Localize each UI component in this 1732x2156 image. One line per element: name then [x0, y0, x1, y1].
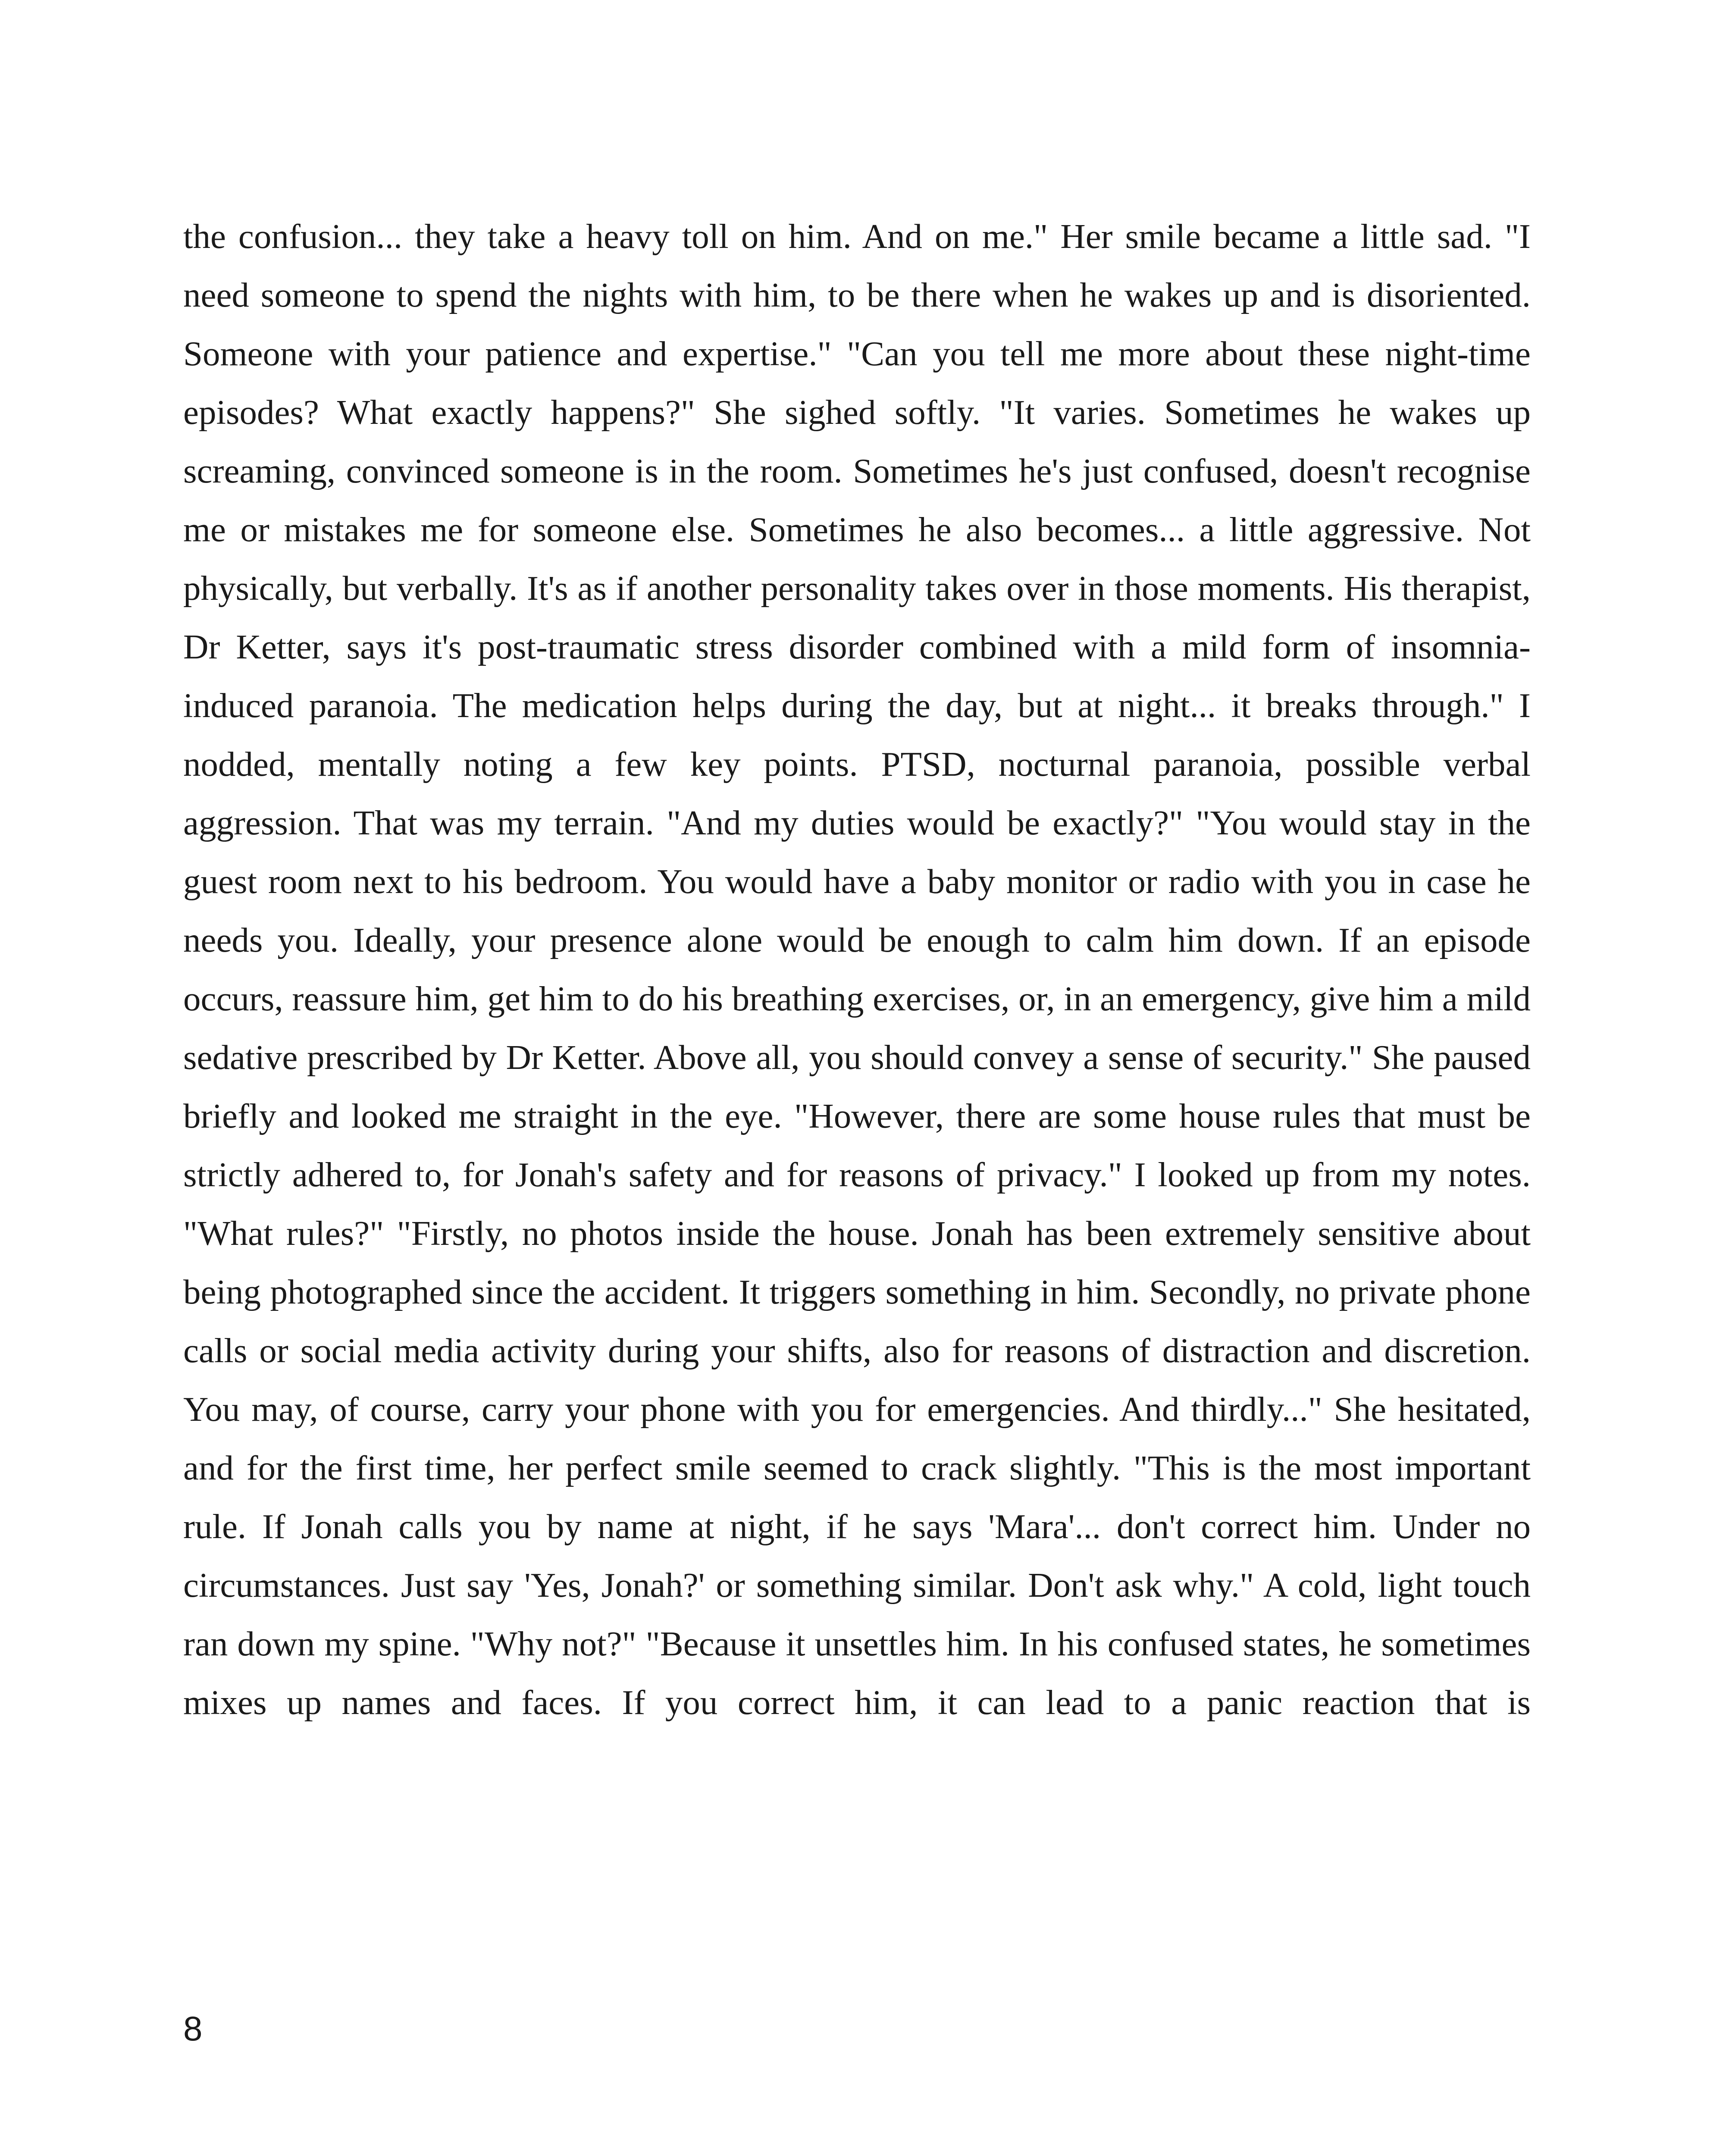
- body-paragraph: the confusion... they take a heavy toll on him. And on me." Her smile became a little sad. "I need someone to spend the nights with him, to be there when he wakes up and is disoriented. Someone with your patience and expertise." "Can you tell me more about these night-time episodes? What exactly happens?" She sighed softly. "It varies. Sometimes he wakes up screaming, convinced someone is in the room. Sometimes he's just confused, doesn't recognise me or mistakes me for someone else. Sometimes he also becomes... a little aggressive. Not physically, but verbally. It's as if another personality takes over in those moments. His therapist, Dr Ketter, says it's post-traumatic stress disorder combined with a mild form of insomnia-induced paranoia. The medication helps during the day, but at night... it breaks through." I nodded, mentally noting a few key points. PTSD, nocturnal paranoia, possible verbal aggression. That was my terrain. "And my duties would be exactly?" "You would stay in the guest room next to his bedroom. You would have a baby monitor or radio with you in case he needs you. Ideally, your presence alone would be enough to calm him down. If an episode occurs, reassure him, get him to do his breathing exercises, or, in an emergency, give him a mild sedative prescribed by Dr Ketter. Above all, you should convey a sense of security." She paused briefly and looked me straight in the eye. "However, there are some house rules that must be strictly adhered to, for Jonah's safety and for reasons of privacy." I looked up from my notes. "What rules?" "Firstly, no photos inside the house. Jonah has been extremely sensitive about being photographed since the accident. It triggers something in him. Secondly, no private phone calls or social media activity during your shifts, also for reasons of distraction and discretion. You may, of course, carry your phone with you for emergencies. And thirdly..." She hesitated, and for the first time, her perfect smile seemed to crack slightly. "This is the most important rule. If Jonah calls you by name at night, if he says 'Mara'... don't correct him. Under no circumstances. Just say 'Yes, Jonah?' or something similar. Don't ask why." A cold, light touch ran down my spine. "Why not?" "Because it unsettles him. In his confused states, he sometimes mixes up names and faces. If you correct him, it can lead to a panic reaction that is: [183, 217, 1531, 1722]
- page-number: 8: [183, 2009, 203, 2048]
